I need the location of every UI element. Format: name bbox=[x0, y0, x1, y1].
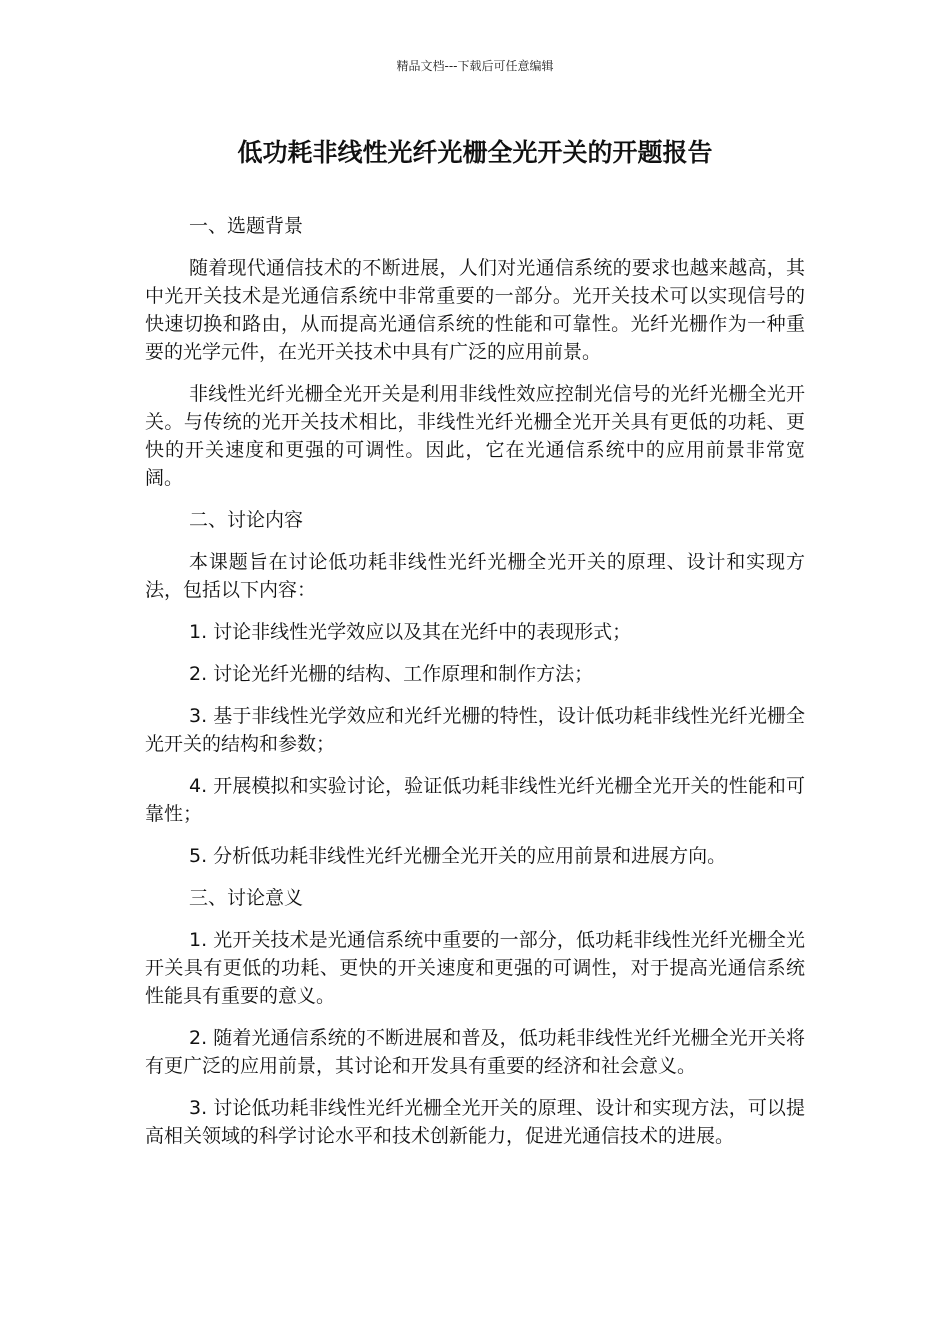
paragraph: 随着现代通信技术的不断进展，人们对光通信系统的要求也越来越高，其中光开关技术是光通信系统中非常重要的一部分。光开关技术可以实现信号的快速切换和路由，从而提高光通信系统的性能和可靠性。光纤光栅作为一种重要的光学元件，在光开关技术中具有广泛的应用前景。 bbox=[145, 257, 805, 363]
list-item: 4. 开展模拟和实验讨论，验证低功耗非线性光纤光栅全光开关的性能和可靠性； bbox=[145, 775, 805, 825]
list-item: 3. 基于非线性光学效应和光纤光栅的特性，设计低功耗非线性光纤光栅全光开关的结构和参数； bbox=[145, 705, 805, 755]
list-item: 1. 讨论非线性光学效应以及其在光纤中的表现形式； bbox=[189, 621, 632, 643]
section-heading-background: 一、选题背景 bbox=[189, 215, 304, 237]
list-item: 2. 讨论光纤光栅的结构、工作原理和制作方法； bbox=[189, 663, 594, 685]
page-header: 精品文档---下载后可任意编辑 bbox=[396, 59, 554, 73]
list-item: 5. 分析低功耗非线性光纤光栅全光开关的应用前景和进展方向。 bbox=[189, 845, 727, 867]
list-item: 2. 随着光通信系统的不断进展和普及，低功耗非线性光纤光栅全光开关将有更广泛的应用前景，其讨论和开发具有重要的经济和社会意义。 bbox=[145, 1027, 805, 1077]
section-heading-significance: 三、讨论意义 bbox=[189, 887, 304, 909]
paragraph: 非线性光纤光栅全光开关是利用非线性效应控制光信号的光纤光栅全光开关。与传统的光开关技术相比，非线性光纤光栅全光开关具有更低的功耗、更快的开关速度和更强的可调性。因此，它在光通信系统中的应用前景非常宽阔。 bbox=[145, 383, 805, 489]
section-heading-content: 二、讨论内容 bbox=[189, 509, 304, 531]
document-body bbox=[145, 212, 805, 1164]
document-title: 低功耗非线性光纤光栅全光开关的开题报告 bbox=[237, 138, 713, 167]
list-item: 1. 光开关技术是光通信系统中重要的一部分，低功耗非线性光纤光栅全光开关具有更低的功耗、更快的开关速度和更强的可调性，对于提高光通信系统性能具有重要的意义。 bbox=[145, 929, 805, 1007]
paragraph: 本课题旨在讨论低功耗非线性光纤光栅全光开关的原理、设计和实现方法，包括以下内容： bbox=[145, 551, 805, 601]
list-item: 3. 讨论低功耗非线性光纤光栅全光开关的原理、设计和实现方法，可以提高相关领域的科学讨论水平和技术创新能力，促进光通信技术的进展。 bbox=[145, 1097, 805, 1147]
